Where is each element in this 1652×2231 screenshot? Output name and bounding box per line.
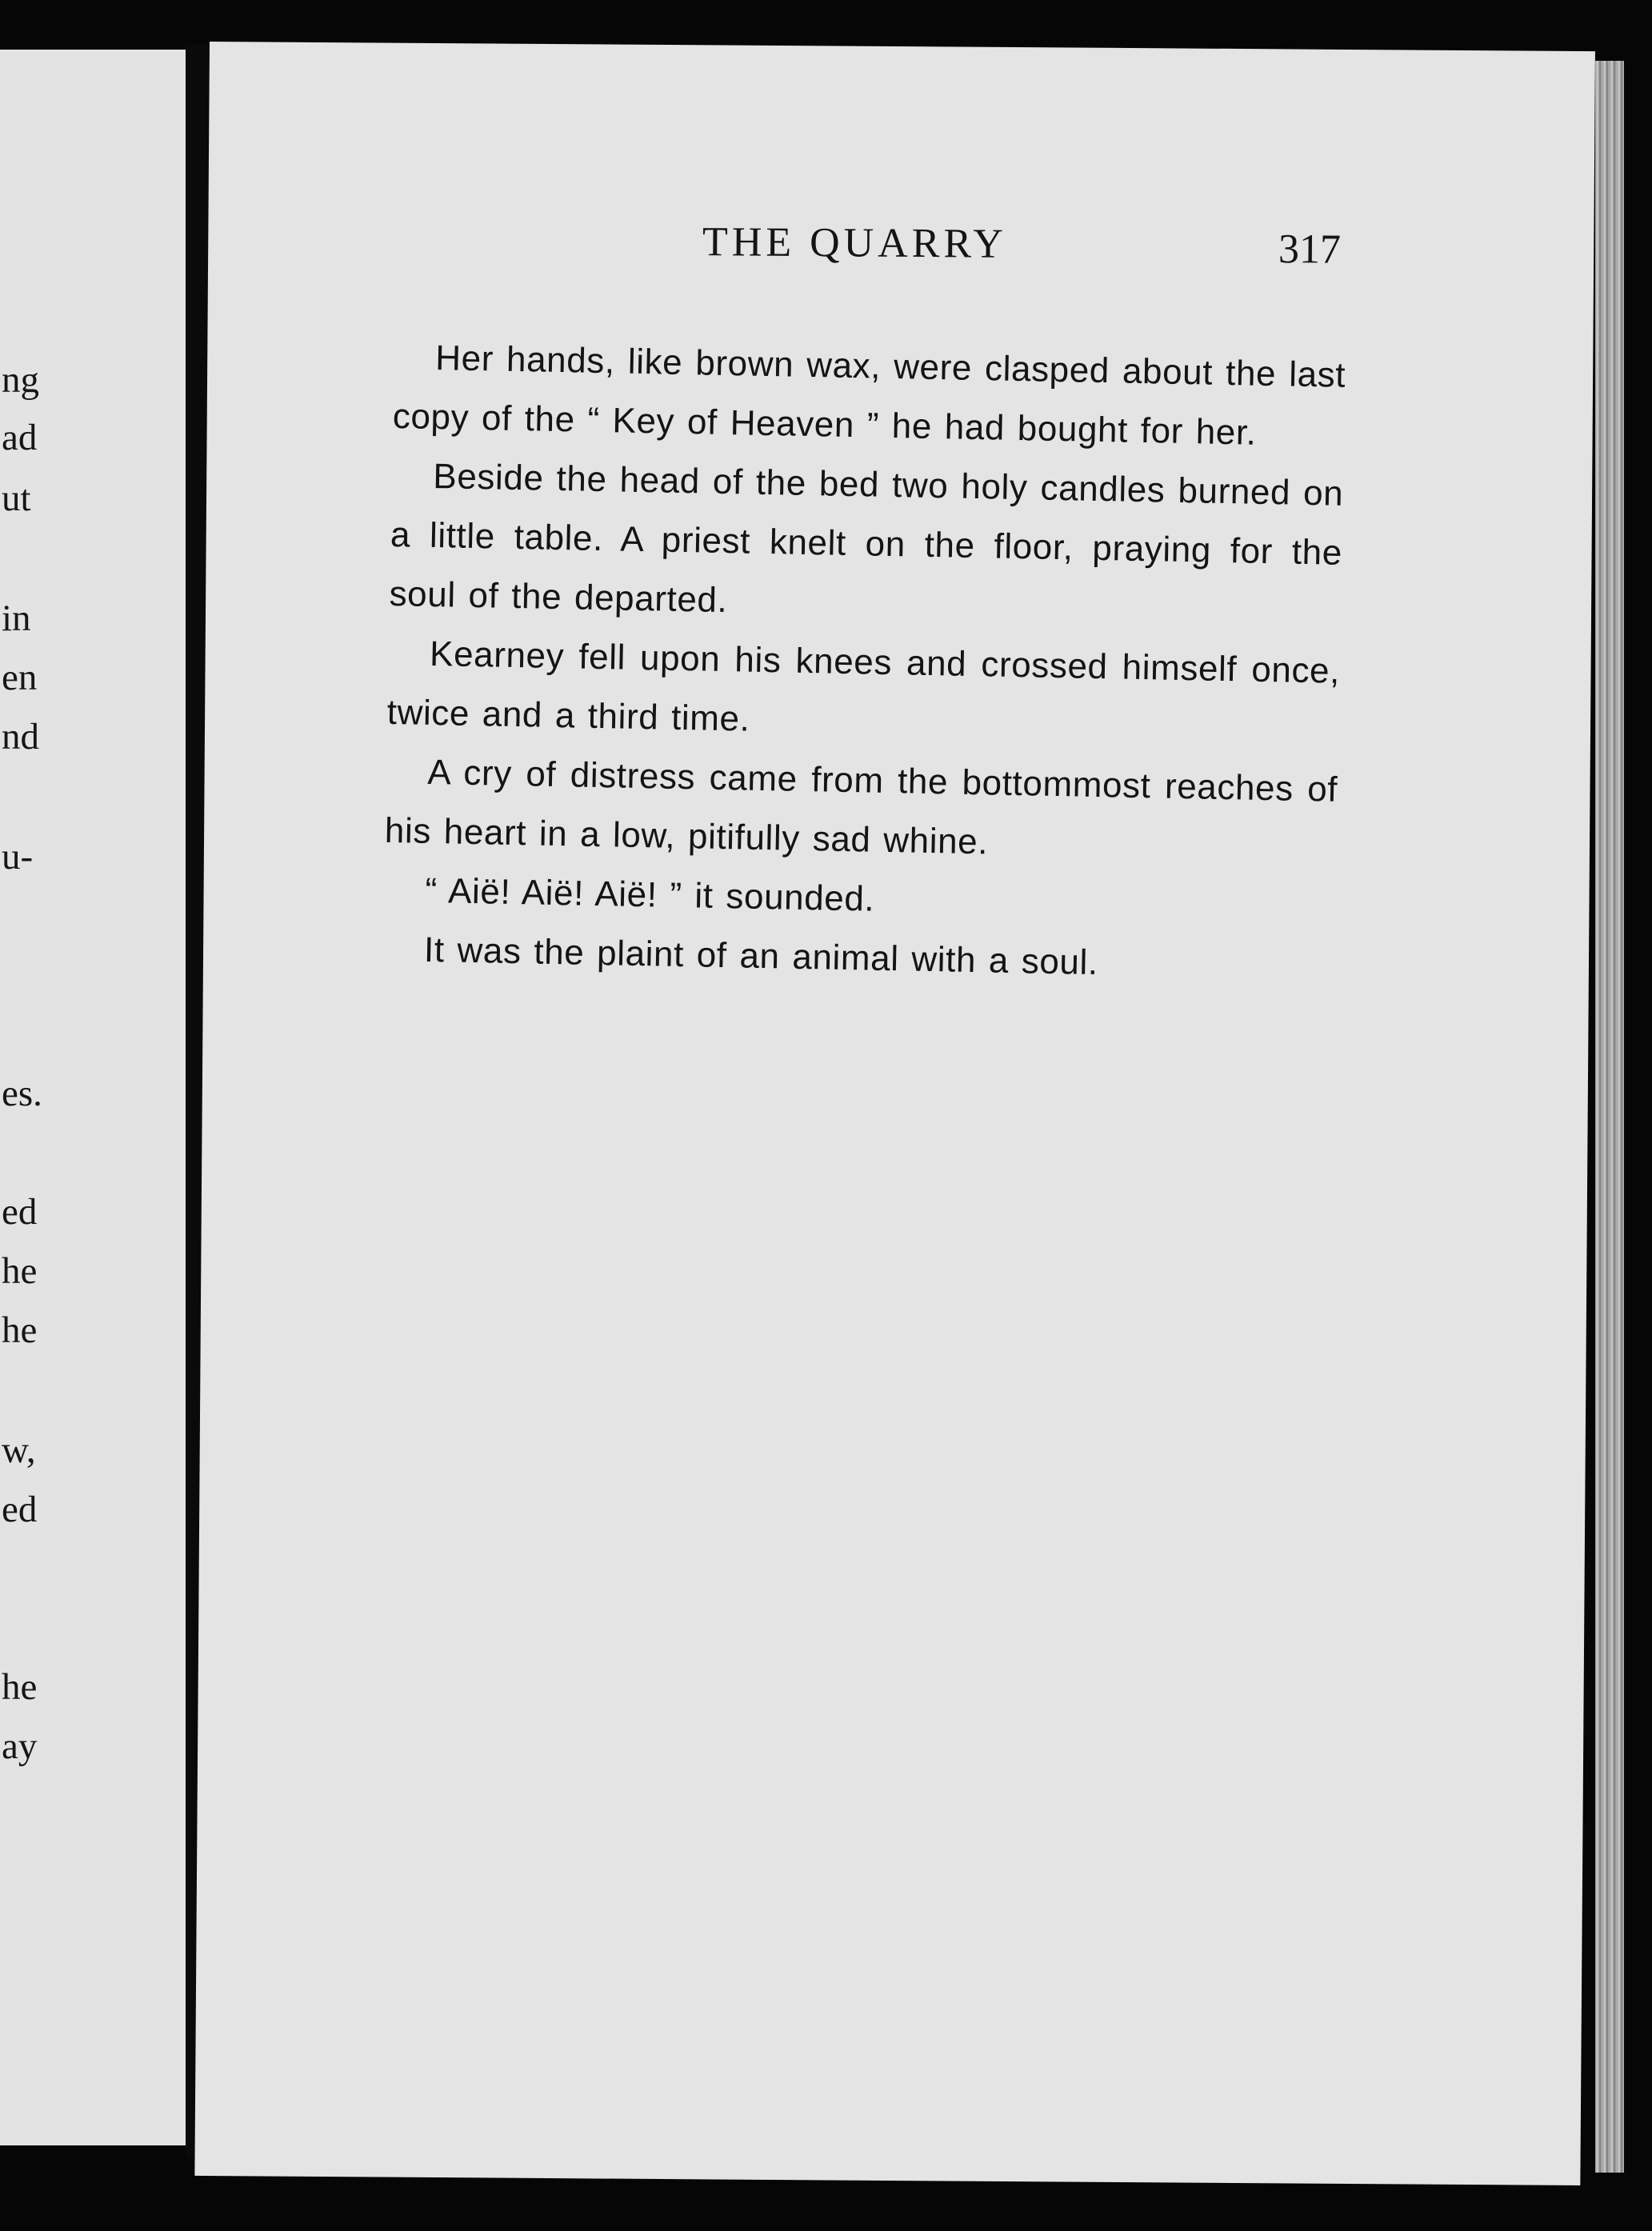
left-page-fragment: ed — [2, 1489, 38, 1530]
left-page-fragment: ed — [2, 1191, 38, 1233]
left-page-fragment: ut — [2, 478, 31, 519]
left-page-fragment: u- — [2, 836, 34, 878]
paragraph: It was the plaint of an animal with a soul. — [423, 930, 1099, 983]
facing-page-left — [0, 50, 186, 2145]
body-text — [382, 328, 1346, 998]
paragraph: Kearney fell upon his knees and crossed himself once, twice and a third time. — [386, 634, 1341, 739]
left-page-fragment: ad — [2, 417, 38, 458]
left-page-fragment: en — [2, 657, 38, 698]
left-page-fragment: he — [2, 1666, 38, 1708]
page-edge-stack — [1595, 61, 1624, 2173]
left-page-fragment: w, — [2, 1429, 36, 1471]
paragraph: Beside the head of the bed two holy candles burned on a little table. A priest knelt on the floor, praying for the soul of the departed. — [389, 456, 1344, 621]
left-page-fragment: es. — [2, 1073, 42, 1114]
left-page-fragment: he — [2, 1309, 38, 1351]
page-number: 317 — [1278, 226, 1342, 273]
paragraph: A cry of distress came from the bottommost reaches of his heart in a low, pitifully sad whine. — [384, 752, 1338, 862]
running-head: THE QUARRY — [702, 219, 1008, 267]
paragraph: Her hands, like brown wax, were clasped about the last copy of the “ Key of Heaven ” he had bought for her. — [392, 338, 1346, 453]
left-page-fragment: he — [2, 1250, 38, 1292]
page-header — [496, 217, 1344, 278]
left-page-fragment: in — [2, 598, 31, 639]
paragraph: “ Aië! Aië! Aië! ” it sounded. — [425, 870, 875, 919]
left-page-fragment: ng — [2, 359, 39, 401]
left-page-fragment: ay — [2, 1725, 38, 1767]
left-page-fragment: nd — [2, 716, 39, 758]
